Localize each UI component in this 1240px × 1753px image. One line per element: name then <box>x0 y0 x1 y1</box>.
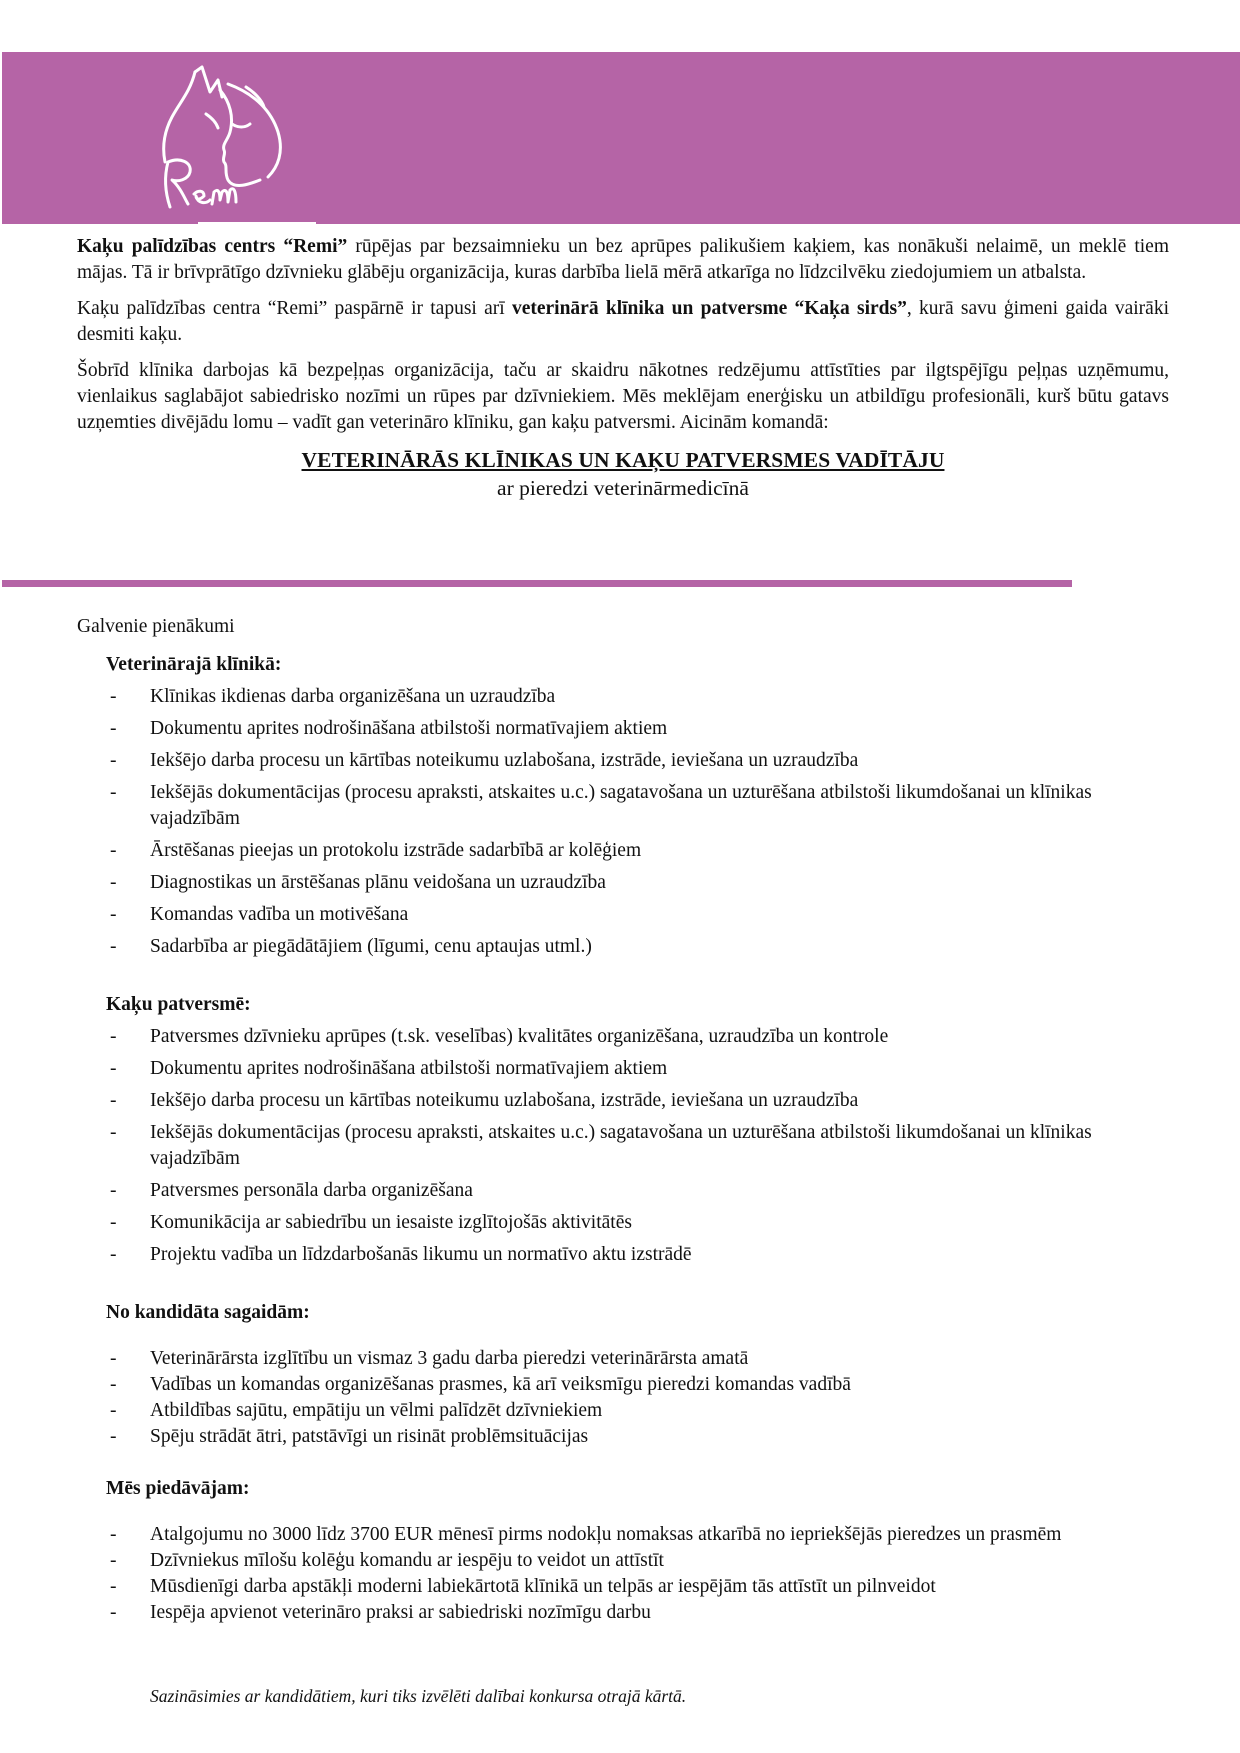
clinic-heading: Veterinārajā klīnikā: <box>106 654 282 675</box>
list-item <box>106 902 1168 928</box>
list-item <box>106 934 1168 960</box>
position-title-block <box>77 446 1169 502</box>
spacer <box>106 1332 1168 1346</box>
offer-list <box>106 1522 1168 1626</box>
list-item-text: Dzīvniekus mīlošu kolēģu komandu ar iespēju to veidot un attīstīt <box>150 1550 664 1571</box>
intro-text: Kaķu palīdzības centra “Remi” paspārnē ir tapusi arī <box>77 298 512 319</box>
position-subtitle: ar pieredzi veterinārmedicīnā <box>497 476 749 500</box>
dash-bullet-icon: - <box>110 1244 117 1265</box>
intro-paragraph-3: Šobrīd klīnika darbojas kā bezpeļņas organizācija, taču ar skaidru nākotnes redzējumu attīstīties par ilgtspējīgu peļņas uzņēmumu, vienlaikus saglabājot sabiedrisko nozīmi un rūpes par dzīvniekiem. Mēs meklējam enerģisku un atbildīgu profesionāli, kurš būtu gatavs uzņemties divējādu lomu – vadīt gan veterināro klīniku, gan kaķu patversmi. Aicinām komandā: <box>77 360 1169 433</box>
list-item-text: Sadarbība ar piegādātājiem (līgumi, cenu aptaujas utml.) <box>150 936 592 957</box>
clinic-name: veterinārā klīnika un patversme “Kaķa sirds” <box>511 298 907 319</box>
list-item-text: Iekšējo darba procesu un kārtības noteikumu uzlabošana, izstrāde, ieviešana un uzraudzība <box>150 750 859 771</box>
list-item-text: Patversmes personāla darba organizēšana <box>150 1180 473 1201</box>
list-item-text: Dokumentu aprites nodrošināšana atbilstoši normatīvajiem aktiem <box>150 718 668 739</box>
requirements-heading: No kandidāta sagaidām: <box>106 1302 310 1323</box>
list-item <box>106 780 1168 832</box>
list-item-text: Vadības un komandas organizēšanas prasmes, kā arī veiksmīgu pieredzi komandas vadībā <box>150 1374 851 1395</box>
spacer <box>106 966 1168 992</box>
list-item <box>106 1424 1168 1450</box>
list-item-text: Iekšējās dokumentācijas (procesu apraksti, atskaites u.c.) sagatavošana un uzturēšana atbilstoši likumdošanai un klīnikas vajadzībām <box>150 1122 1092 1169</box>
dash-bullet-icon: - <box>110 1122 117 1143</box>
dash-bullet-icon: - <box>110 840 117 861</box>
dash-bullet-icon: - <box>110 904 117 925</box>
spacer <box>106 1508 1168 1522</box>
duties-sections <box>106 652 1168 1626</box>
dash-bullet-icon: - <box>110 1090 117 1111</box>
list-item-text: Komunikācija ar sabiedrību un iesaiste izglītojošās aktivitātēs <box>150 1212 632 1233</box>
list-item-text: Ārstēšanas pieejas un protokolu izstrāde sadarbībā ar kolēģiem <box>150 840 642 861</box>
list-item <box>106 1056 1168 1082</box>
list-item-text: Iekšējo darba procesu un kārtības noteikumu uzlabošana, izstrāde, ieviešana un uzraudzība <box>150 1090 859 1111</box>
list-item <box>106 1210 1168 1236</box>
list-item <box>106 1600 1168 1626</box>
dash-bullet-icon: - <box>110 1524 117 1545</box>
list-item-text: Patversmes dzīvnieku aprūpes (t.sk. veselības) kvalitātes organizēšana, uzraudzība un kontrole <box>150 1026 889 1047</box>
offer-heading: Mēs piedāvājam: <box>106 1478 250 1499</box>
dash-bullet-icon: - <box>110 782 117 803</box>
list-item <box>106 1398 1168 1424</box>
dash-bullet-icon: - <box>110 1602 117 1623</box>
list-item-text: Dokumentu aprites nodrošināšana atbilstoši normatīvajiem aktiem <box>150 1058 668 1079</box>
list-item-text: Komandas vadība un motivēšana <box>150 904 409 925</box>
section-divider <box>2 580 1072 587</box>
list-item-text: Atbildības sajūtu, empātiju un vēlmi palīdzēt dzīvniekiem <box>150 1400 603 1421</box>
list-item-text: Iespēja apvienot veterināro praksi ar sabiedriski nozīmīgu darbu <box>150 1602 651 1623</box>
dash-bullet-icon: - <box>110 1058 117 1079</box>
list-item <box>106 1346 1168 1372</box>
list-item <box>106 1574 1168 1600</box>
cat-and-person-logo-icon <box>150 62 300 222</box>
dash-bullet-icon: - <box>110 1576 117 1597</box>
list-item <box>106 684 1168 710</box>
position-title: VETERINĀRĀS KLĪNIKAS UN KAĶU PATVERSMES VADĪTĀJU <box>301 448 945 472</box>
list-item-text: Atalgojumu no 3000 līdz 3700 EUR mēnesī pirms nodokļu nomaksas atkarībā no iepriekšējās pieredzes un prasmēm <box>150 1524 1062 1545</box>
list-item <box>106 1024 1168 1050</box>
dash-bullet-icon: - <box>110 686 117 707</box>
list-item-text: Projektu vadība un līdzdarbošanās likumu un normatīvo aktu izstrādē <box>150 1244 692 1265</box>
dash-bullet-icon: - <box>110 1400 117 1421</box>
dash-bullet-icon: - <box>110 1026 117 1047</box>
intro-section <box>77 234 1169 502</box>
list-item-text: Klīnikas ikdienas darba organizēšana un uzraudzība <box>150 686 556 707</box>
list-item-text: Diagnostikas un ārstēšanas plānu veidošana un uzraudzība <box>150 872 606 893</box>
logo-underline-gap <box>198 222 316 226</box>
intro-text: , kurā savu ģimeni gaida vairāki desmiti kaķu. <box>77 298 1169 345</box>
dash-bullet-icon: - <box>110 1348 117 1369</box>
closing-note: Sazināsimies ar kandidātiem, kuri tiks izvēlēti dalībai konkursa otrajā kārtā. <box>150 1686 687 1706</box>
list-item <box>106 870 1168 896</box>
list-item <box>106 1178 1168 1204</box>
dash-bullet-icon: - <box>110 750 117 771</box>
intro-paragraph-2 <box>77 296 1169 348</box>
list-item <box>106 838 1168 864</box>
list-item <box>106 716 1168 742</box>
list-item <box>106 1522 1168 1548</box>
intro-text: rūpējas par bezsaimnieku un bez aprūpes palikušiem kaķiem, kas nonākuši nelaimē, un meklē tiem mājas. Tā ir brīvprātīgo dzīvnieku glābēju organizācija, kuras darbība lielā mērā atkarīga no līdzcilvēku ziedojumiem un atbalsta. <box>77 236 1169 283</box>
list-item <box>106 1242 1168 1268</box>
list-item-text: Spēju strādāt ātri, patstāvīgi un risināt problēmsituācijas <box>150 1426 589 1447</box>
list-item <box>106 1088 1168 1114</box>
list-item-text: Mūsdienīgi darba apstākļi moderni labiekārtotā klīnikā un telpās ar iespējām tās attīstīt un pilnveidot <box>150 1576 936 1597</box>
org-name: Kaķu palīdzības centrs “Remi” <box>77 236 348 257</box>
dash-bullet-icon: - <box>110 936 117 957</box>
spacer <box>106 1274 1168 1300</box>
shelter-heading: Kaķu patversmē: <box>106 994 251 1015</box>
clinic-duties-list <box>106 684 1168 960</box>
dash-bullet-icon: - <box>110 1212 117 1233</box>
list-item <box>106 1548 1168 1574</box>
dash-bullet-icon: - <box>110 718 117 739</box>
requirements-list <box>106 1346 1168 1450</box>
shelter-duties-list <box>106 1024 1168 1268</box>
dash-bullet-icon: - <box>110 1426 117 1447</box>
list-item-text: Veterinārārsta izglītību un vismaz 3 gadu darba pieredzi veterinārārsta amatā <box>150 1348 749 1369</box>
duties-label: Galvenie pienākumi <box>77 616 235 637</box>
list-item-text: Iekšējās dokumentācijas (procesu apraksti, atskaites u.c.) sagatavošana un uzturēšana atbilstoši likumdošanai un klīnikas vajadzībām <box>150 782 1092 829</box>
intro-paragraph-1 <box>77 234 1169 286</box>
dash-bullet-icon: - <box>110 1550 117 1571</box>
dash-bullet-icon: - <box>110 872 117 893</box>
dash-bullet-icon: - <box>110 1180 117 1201</box>
list-item <box>106 748 1168 774</box>
dash-bullet-icon: - <box>110 1374 117 1395</box>
list-item <box>106 1120 1168 1172</box>
list-item <box>106 1372 1168 1398</box>
spacer <box>106 1450 1168 1476</box>
